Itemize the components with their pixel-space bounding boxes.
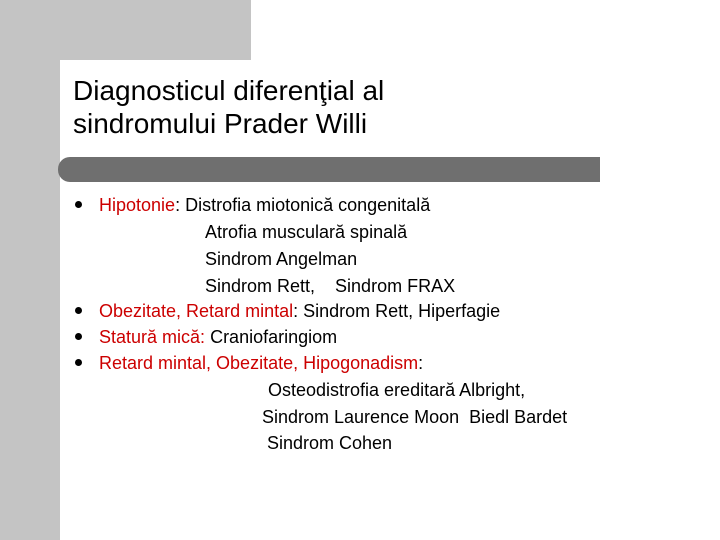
bullet-icon bbox=[75, 359, 82, 366]
item-text: Distrofia miotonică congenitală bbox=[180, 195, 431, 215]
title-divider-bar bbox=[58, 157, 600, 182]
continuation-line: Sindrom Rett, Sindrom FRAX bbox=[205, 276, 456, 296]
bullet-icon bbox=[75, 201, 82, 208]
item-separator: : bbox=[175, 195, 181, 215]
item-separator: : bbox=[200, 327, 206, 347]
continuation-line: Sindrom Laurence Moon Biedl Bardet bbox=[262, 407, 568, 427]
list-item-obezitate bbox=[99, 300, 500, 322]
continuation-line: Osteodistrofia ereditară Albright, bbox=[268, 380, 526, 400]
bullet-icon bbox=[75, 307, 82, 314]
top-gray-block bbox=[0, 0, 251, 60]
item-label: Obezitate, Retard mintal bbox=[99, 301, 294, 321]
slide-title: Diagnosticul diferenţial al sindromului Prader Willi bbox=[73, 75, 385, 139]
item-label: Retard mintal, Obezitate, Hipogonadism bbox=[99, 353, 419, 373]
list-item-hipotonie bbox=[99, 194, 430, 216]
item-separator: : bbox=[293, 301, 299, 321]
item-text: Craniofaringiom bbox=[205, 327, 338, 347]
continuation-line: Atrofia musculară spinală bbox=[205, 222, 408, 242]
bullet-icon bbox=[75, 333, 82, 340]
list-item-retard-mintal bbox=[99, 352, 423, 374]
left-sidebar-bar bbox=[0, 0, 60, 540]
continuation-line: Sindrom Cohen bbox=[267, 433, 393, 453]
list-item-statura-mica bbox=[99, 326, 337, 348]
item-text: Sindrom Rett, Hiperfagie bbox=[298, 301, 501, 321]
item-label: Statură mică bbox=[99, 327, 201, 347]
item-separator: : bbox=[418, 353, 424, 373]
continuation-line: Sindrom Angelman bbox=[205, 249, 358, 269]
item-label: Hipotonie bbox=[99, 195, 176, 215]
